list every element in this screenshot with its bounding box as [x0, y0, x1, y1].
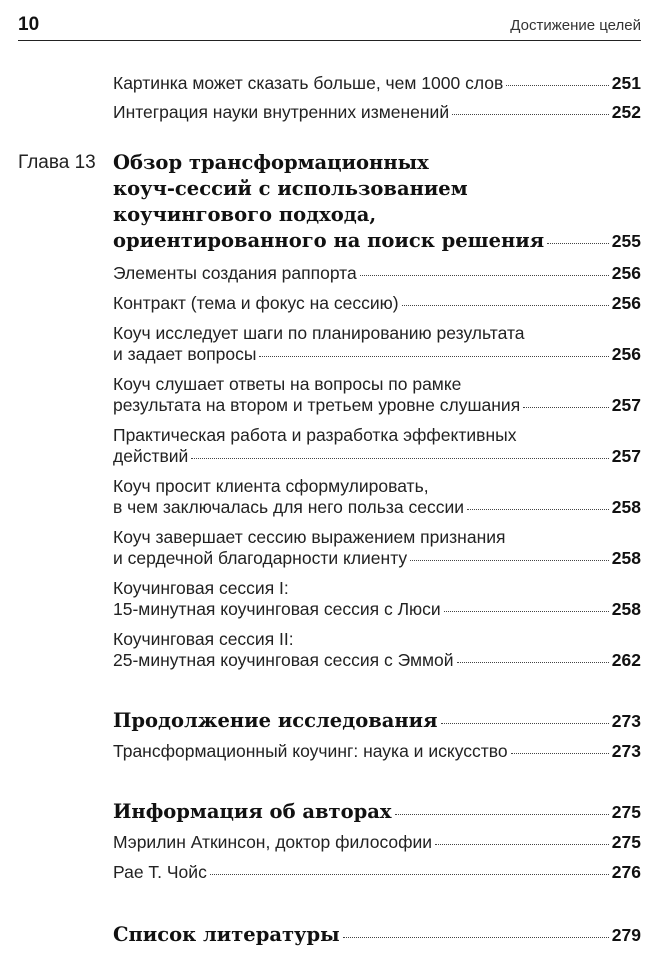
toc-entry-title: Мэрилин Аткинсон, доктор философии — [113, 832, 433, 852]
toc-entry-page: 257 — [611, 395, 641, 415]
toc-entry — [113, 740, 641, 762]
toc-entry-page: 276 — [611, 862, 641, 882]
toc-entry-title-line: и задает вопросы — [113, 344, 257, 364]
toc-entry-title: Элементы создания раппорта — [113, 263, 357, 283]
dot-leader — [441, 723, 609, 724]
toc-entry-page: 256 — [611, 263, 641, 283]
toc-entry-title-line: в чем заключалась для него польза сессии — [113, 497, 465, 517]
toc-entry-page: 252 — [611, 102, 641, 122]
chapter-title-last-line — [113, 228, 641, 254]
section-title: Список литературы — [113, 923, 340, 946]
toc-entry-title-line: Коуч завершает сессию выражением признания — [113, 527, 506, 547]
toc-entry-title-line: и сердечной благодарности клиенту — [113, 548, 408, 568]
toc-entry-page: 256 — [611, 293, 641, 313]
toc-entry-page: 275 — [611, 832, 641, 852]
toc-entry-title: Контракт (тема и фокус на сессию) — [113, 293, 399, 313]
dot-leader — [360, 275, 609, 276]
running-head — [18, 8, 641, 41]
dot-leader — [259, 356, 608, 357]
dot-leader — [506, 85, 609, 86]
running-title: Достижение целей — [510, 17, 641, 34]
toc-entry-title-line: Коуч исследует шаги по планированию результата — [113, 323, 525, 343]
dot-leader — [452, 114, 609, 115]
toc-entry — [113, 262, 641, 284]
dot-leader — [435, 844, 609, 845]
section-heading — [113, 799, 641, 825]
toc-entry-title-line: 25-минутная коучинговая сессия с Эммой — [113, 650, 454, 670]
toc-entry — [113, 394, 641, 416]
chapter-title-line: коуч-сессий с использованием — [113, 177, 468, 200]
section-page: 279 — [611, 925, 641, 945]
section-title: Продолжение исследования — [113, 709, 438, 732]
chapter-title-line: Обзор трансформационных — [113, 151, 429, 174]
toc-entry — [113, 72, 641, 94]
section-heading — [113, 922, 641, 948]
toc-entry-page: 258 — [611, 497, 641, 517]
toc-entry-page: 256 — [611, 344, 641, 364]
toc-entry-title-line: Коучинговая сессия I: — [113, 578, 289, 598]
dot-leader — [402, 305, 609, 306]
toc-entry-title-line: результата на втором и третьем уровне слушания — [113, 395, 521, 415]
toc-entry-title-line: 15-минутная коучинговая сессия с Люси — [113, 599, 441, 619]
dot-leader — [467, 509, 609, 510]
toc-entry — [113, 445, 641, 467]
toc-entry-title-line: действий — [113, 446, 189, 466]
dot-leader — [444, 611, 609, 612]
toc-entry — [113, 831, 641, 853]
dot-leader — [547, 243, 609, 244]
dot-leader — [343, 937, 609, 938]
dot-leader — [210, 874, 609, 875]
dot-leader — [523, 407, 609, 408]
page-number: 10 — [18, 14, 40, 35]
dot-leader — [511, 753, 609, 754]
dot-leader — [395, 814, 609, 815]
toc-entry-title: Рае Т. Чойс — [113, 862, 207, 882]
toc-entry — [113, 649, 641, 671]
toc-entry — [113, 101, 641, 123]
toc-entry-title: Интеграция науки внутренних изменений — [113, 102, 450, 122]
toc-entry — [113, 547, 641, 569]
toc-entry — [113, 496, 641, 518]
dot-leader — [410, 560, 609, 561]
toc-entry-title: Картинка может сказать больше, чем 1000 слов — [113, 73, 504, 93]
dot-leader — [457, 662, 609, 663]
chapter-label: Глава 13 — [18, 152, 96, 173]
toc-entry-page: 257 — [611, 446, 641, 466]
toc-entry — [113, 343, 641, 365]
toc-entry — [113, 292, 641, 314]
dot-leader — [191, 458, 608, 459]
toc-entry — [113, 861, 641, 883]
toc-entry-page: 273 — [611, 741, 641, 761]
section-page: 275 — [611, 802, 641, 822]
section-title: Информация об авторах — [113, 800, 392, 823]
toc-entry-title-line: Коуч слушает ответы на вопросы по рамке — [113, 374, 462, 394]
toc-entry — [113, 598, 641, 620]
section-heading — [113, 708, 641, 734]
chapter-title-line: ориентированного на поиск решения — [113, 229, 545, 252]
toc-entry-page: 251 — [611, 73, 641, 93]
toc-entry-title-line: Коуч просит клиента сформулировать, — [113, 476, 429, 496]
toc-entry-page: 258 — [611, 599, 641, 619]
chapter-page: 255 — [611, 231, 641, 251]
toc-entry-page: 258 — [611, 548, 641, 568]
section-page: 273 — [611, 711, 641, 731]
toc-entry-page: 262 — [611, 650, 641, 670]
chapter-title-line: коучингового подхода, — [113, 203, 377, 226]
toc-entry-title: Трансформационный коучинг: наука и искусство — [113, 741, 508, 761]
toc-entry-title-line: Практическая работа и разработка эффективных — [113, 425, 517, 445]
toc-entry-title-line: Коучинговая сессия II: — [113, 629, 294, 649]
